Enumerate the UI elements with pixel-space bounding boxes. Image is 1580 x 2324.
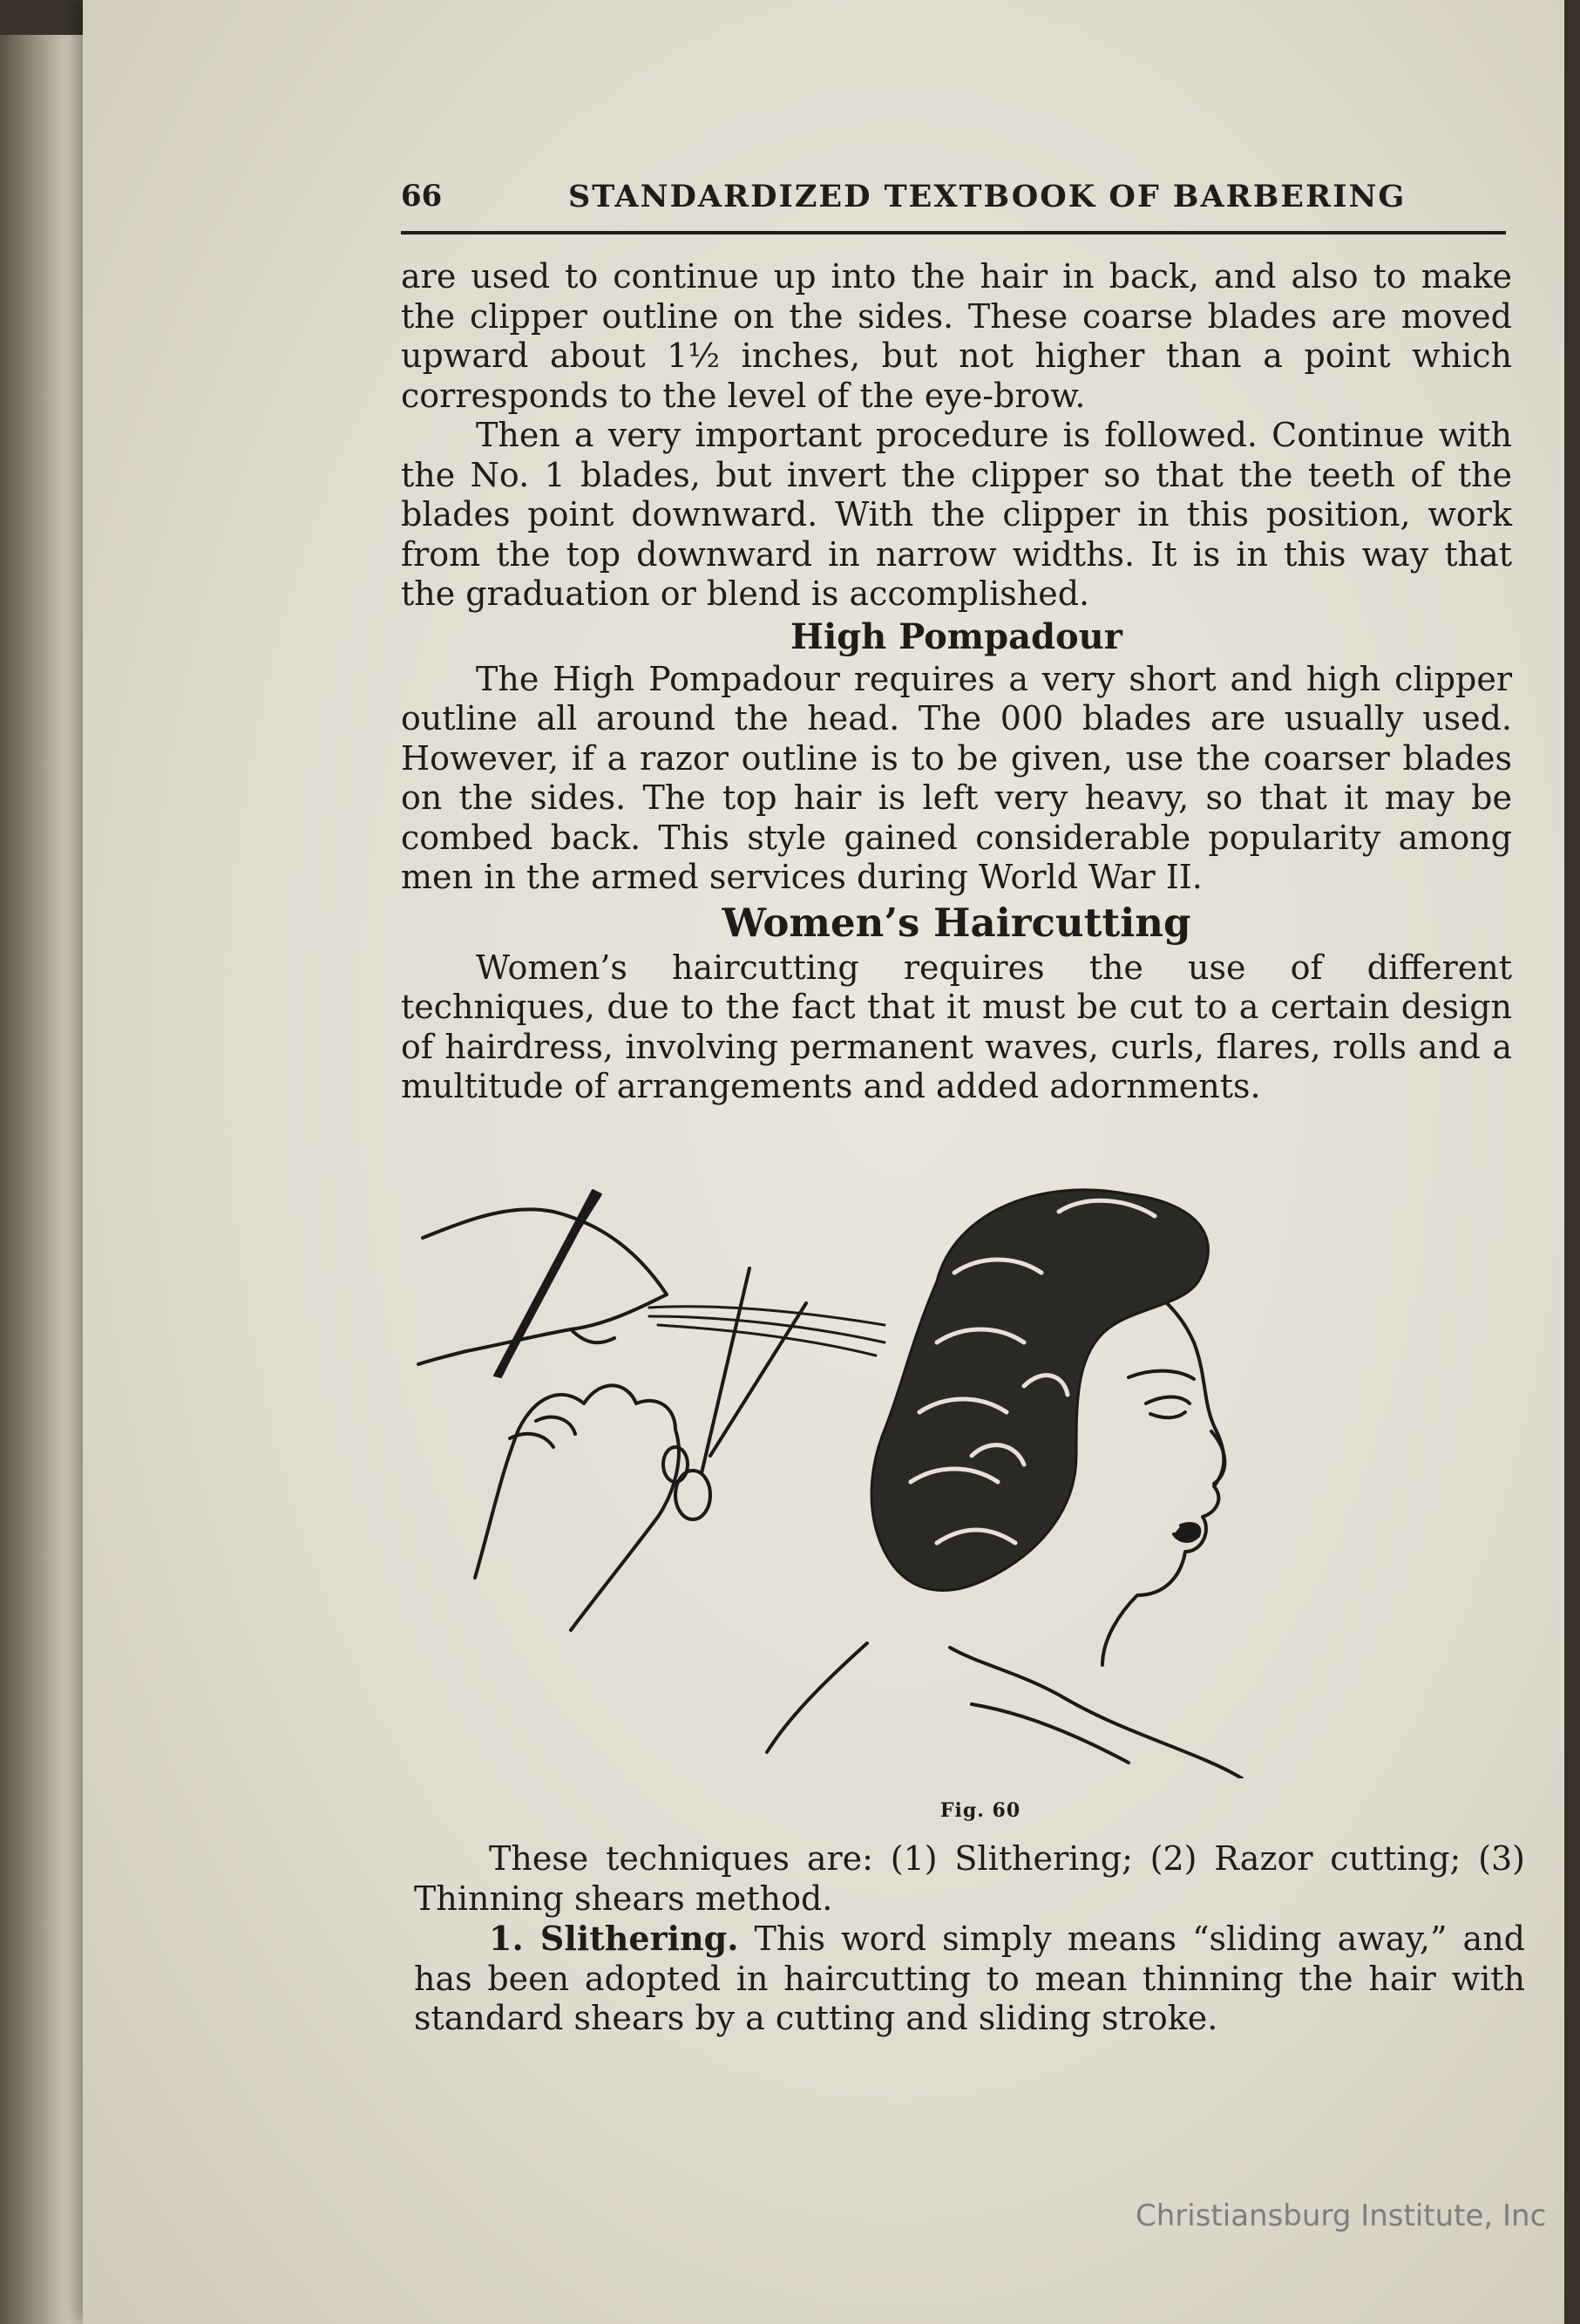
paragraph-high-pompadour: The High Pompadour requires a very short and high clipper outline all around the head. The 000 blades are usually used. However, if a razor outline is to be given, use the coarser blades on the sides. The top hair is left very heavy, so that it may be combed back. This style gained considerable popularity among men in the armed services during World War II.	[401, 659, 1512, 896]
lips	[1174, 1524, 1199, 1541]
book-page	[83, 0, 1564, 2324]
comb	[494, 1190, 601, 1377]
book-title: STANDARDIZED TEXTBOOK OF BARBERING	[568, 179, 1407, 214]
paragraph-slithering	[414, 1919, 1525, 2039]
scissors	[702, 1268, 806, 1473]
eye	[1146, 1397, 1190, 1404]
heading-high-pompadour: High Pompadour	[790, 615, 1122, 657]
running-head	[401, 179, 1506, 234]
paragraph-techniques: These techniques are: (1) Slithering; (2) Razor cutting; (3) Thinning shears method.	[414, 1839, 1525, 1918]
haircut-illustration	[414, 1142, 1521, 1778]
slithering-definition: This word simply means “sliding away,” and has been adopted in haircutting to mean thinning the hair with standard shears by a cutting and sliding stroke.	[414, 1920, 1525, 2037]
figure-caption: Fig. 60	[939, 1799, 1021, 1822]
heading-womens-haircutting: Women’s Haircutting	[722, 899, 1191, 946]
page-number: 66	[401, 179, 443, 214]
watermark: Christiansburg Institute, Inc	[1136, 2198, 1547, 2233]
body-text-continued	[414, 1839, 1525, 2039]
paragraph-womens-haircutting: Women’s haircutting requires the use of different techniques, due to the fact that it must be cut to a certain design of hairdress, involving permanent waves, curls, flares, rolls and a multitude of arrangements and added adornments.	[401, 948, 1512, 1105]
nose	[1211, 1431, 1224, 1484]
eyebrow	[1129, 1371, 1194, 1379]
neck-shoulder	[950, 1648, 1242, 1778]
paragraph-procedure: Then a very important procedure is followed. Continue with the No. 1 blades, but invert the clipper so that the teeth of the blades point downward. With the clipper in this position, work from the top downward in narrow widths. It is in this way that the graduation or blend is accomplished.	[401, 416, 1512, 613]
hair-mass	[871, 1190, 1208, 1591]
body-text	[401, 257, 1512, 1107]
paragraph-continued: are used to continue up into the hair in back, and also to make the clipper outline on the sides. These coarse blades are moved upward about 1½ inches, but not higher than a point which corresponds to the level of the eye-brow.	[401, 257, 1512, 415]
lower-hand	[475, 1385, 679, 1630]
term-slithering: 1. Slithering.	[489, 1919, 739, 1958]
